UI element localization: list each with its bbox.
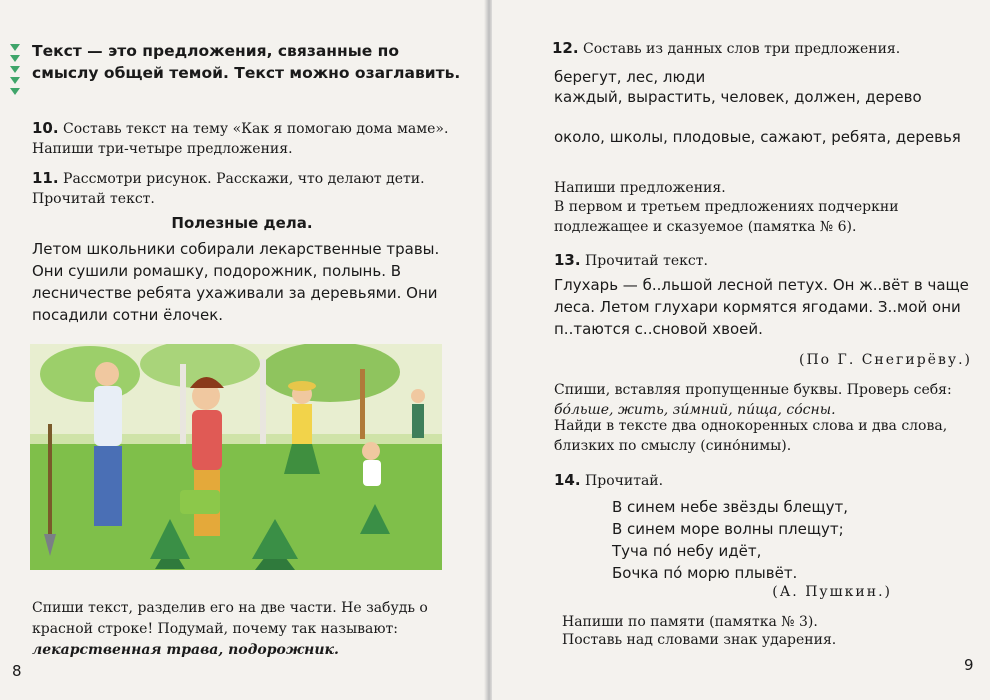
task-text: Составь из данных слов три предложения. [583, 41, 901, 57]
task-text: Составь текст на тему «Как я помогаю дома маме». Напиши три-четыре предложения. [32, 121, 449, 157]
stress-note: Поставь над словами знак ударения. [562, 632, 837, 648]
task-text: Прочитай текст. [585, 253, 708, 269]
poem-line: Туча по́ небу идёт, [612, 542, 762, 560]
write-sentences: Напиши предложения. [554, 180, 726, 196]
right-page [492, 0, 990, 700]
left-page [0, 0, 488, 700]
instruction-text: Спиши текст, разделив его на две части. Не забудь о красной строке! Подумай, почему так называют: [32, 600, 428, 637]
task-number: 13. [554, 251, 581, 269]
find-note: Найди в тексте два однокоренных слова и два слова, близких по смыслу (сино́нимы). [554, 418, 948, 454]
word-set-1: берегут, лес, люди [554, 68, 706, 86]
poem [612, 496, 972, 584]
task-number: 14. [554, 471, 581, 489]
page-number-left: 8 [12, 662, 22, 680]
task-10 [32, 118, 452, 159]
poem-author: (А. Пушкин.) [772, 584, 892, 600]
task-number: 10. [32, 119, 59, 137]
poem-line: Бочка по́ морю плывёт. [612, 564, 798, 582]
task-text: Прочитай. [585, 473, 664, 489]
task-11 [32, 168, 452, 209]
check-words: бо́льше, жить, зи́мний, пи́ща, со́сны. [554, 402, 836, 418]
gap-text: Глухарь — б..льшой лесной петух. Он ж..вёт в чаще леса. Летом глухари кормятся ягодами. З..мой они п..таются с..сновой хвоей. [554, 276, 969, 338]
task-number: 11. [32, 169, 59, 187]
copy-note [554, 380, 974, 420]
rule-text: Текст — это предложения, связанные по смыслу общей темой. Текст можно озаглавить. [32, 42, 461, 82]
task-14 [554, 470, 964, 491]
task-text: Рассмотри рисунок. Расскажи, что делают дети. Прочитай текст. [32, 171, 425, 207]
gap-author: (По Г. Снегирёву.) [799, 352, 972, 368]
story-text: Летом школьники собирали лекарственные травы. Они сушили ромашку, подорожник, полынь. В лесничестве ребята ухаживали за деревьями. Они посадили сотни ёлочек. [32, 240, 440, 324]
story-title: Полезные дела. [171, 214, 313, 232]
poem-line: В синем небе звёзды блещут, [612, 498, 849, 516]
word-set-2: каждый, вырастить, человек, должен, дерево [554, 88, 922, 106]
copy-note-text: Спиши, вставляя пропущенные буквы. Проверь себя: [554, 382, 952, 398]
underline-note: В первом и третьем предложениях подчеркни подлежащее и сказуемое (памятка № 6). [554, 199, 899, 235]
task-13 [554, 250, 964, 271]
task-number: 12. [552, 39, 579, 57]
rule-marker-icon [10, 44, 20, 100]
task-12 [552, 38, 962, 59]
page-number-right: 9 [964, 656, 974, 674]
word-set-3: около, школы, плодовые, сажают, ребята, деревья [554, 128, 961, 146]
children-planting-illustration [30, 344, 442, 570]
poem-line: В синем море волны плещут; [612, 520, 844, 538]
instruction-words: лекарственная трава, подорожник. [32, 642, 339, 658]
copy-instruction [32, 598, 454, 661]
memory-note: Напиши по памяти (памятка № 3). [562, 614, 818, 630]
